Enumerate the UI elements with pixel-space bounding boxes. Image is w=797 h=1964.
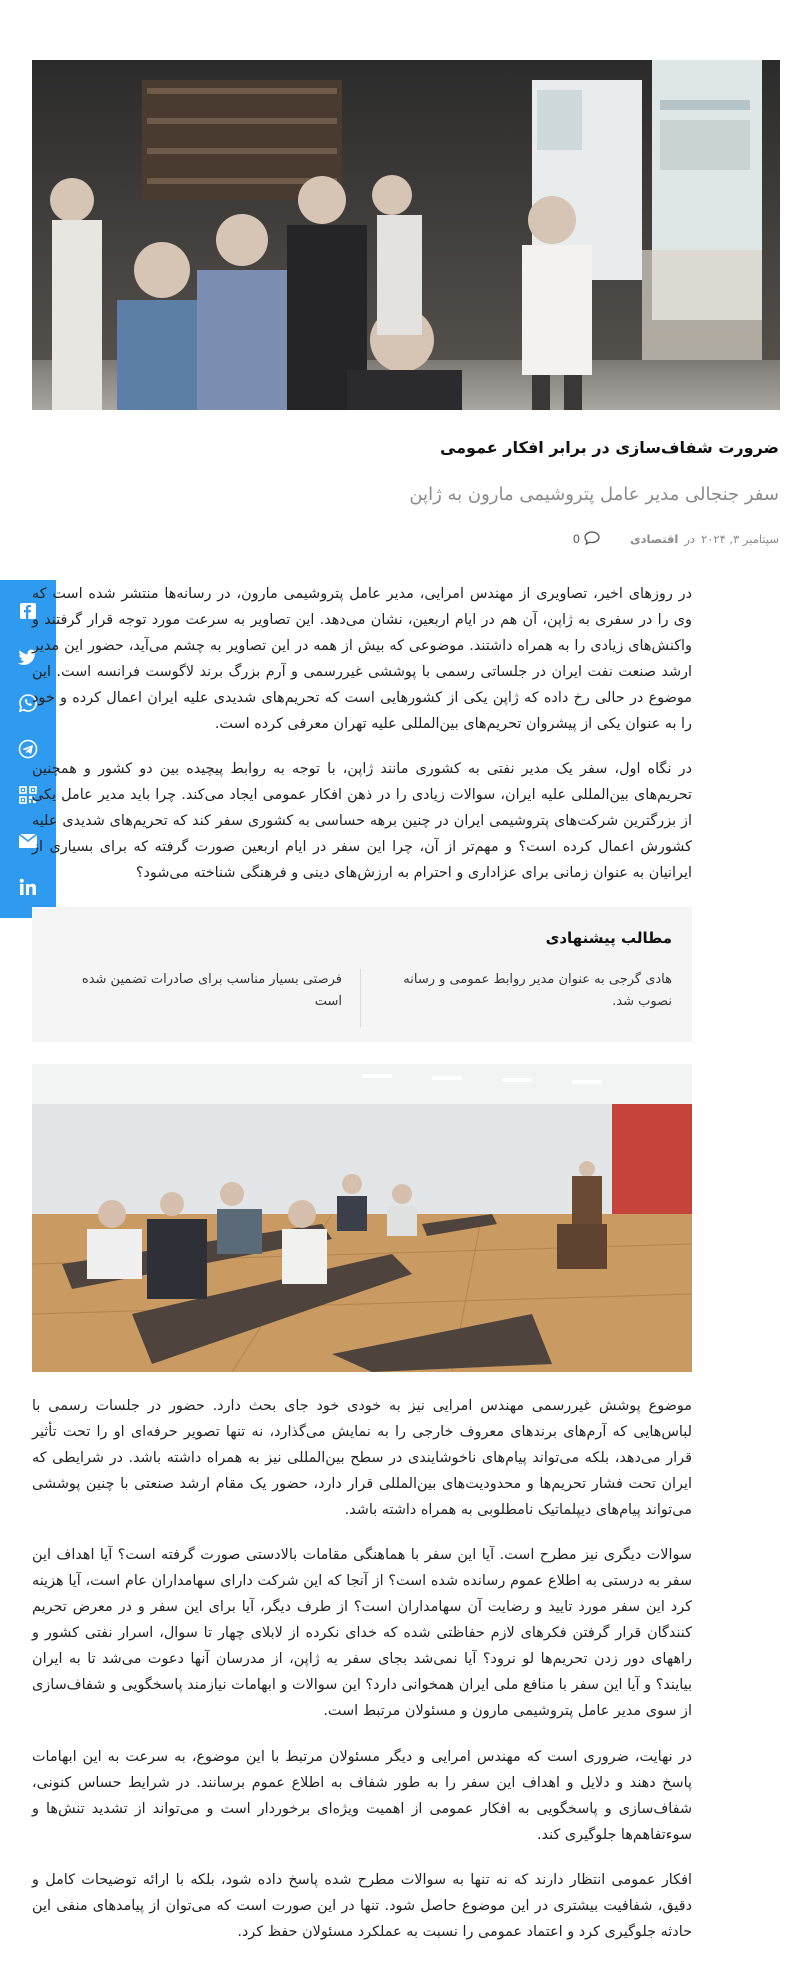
seminar-photo bbox=[32, 1064, 692, 1372]
category-link[interactable]: اقتصادی bbox=[630, 532, 679, 546]
comments-count: 0 bbox=[572, 532, 581, 546]
article-paragraph-6: افکار عمومی انتظار دارند که نه تنها به سوالات مطرح شده پاسخ داده شود، بلکه با ارائه توضیحات کامل و دقیق، شفافیت بیشتری در این موضوع حاصل شود. تنها در این صورت است که می‌توان از پیامدهای منفی این حادثه جلوگیری کرد و اعتماد عمومی را نسبت به عملکرد مسئولان حفظ کرد. bbox=[32, 1872, 692, 1940]
comment-icon bbox=[584, 531, 600, 548]
article-paragraph-5: در نهایت، ضروری است که مهندس امرایی و دیگر مسئولان مرتبط با این موضوع، به سرعت به این ابهامات پاسخ دهند و دلایل و اهداف این سفر را به طور شفاف به اطلاع عموم برسانند. در شرایط حساس کنونی، شفاف‌سازی و پاسخگویی به افکار عمومی از اهمیت ویژه‌ای برخوردار است و می‌تواند از تشدید تنش‌ها و سوءتفاهم‌ها جلوگیری کند. bbox=[32, 1749, 692, 1843]
article-paragraph-2: در نگاه اول، سفر یک مدیر نفتی به کشوری مانند ژاپن، با توجه به روابط پیچیده بین دو کشور و همچنین تحریم‌های بین‌المللی علیه ایران، سوالات زیادی را در ذهن افکار عمومی ایجاد می‌کند. چرا باید مدیر عامل یکی از بزرگترین شرکت‌های پتروشیمی ایران در چنین برهه حساسی به کشوری سفر کند که تحریم‌های شدیدی علیه کشورش اعمال کرده است؟ و مهم‌تر از آن، چرا این سفر در ایام اربعین صورت گرفته که برای بسیاری از ایرانیان به عنوان زمانی برای عزاداری و احترام به ارزش‌های دینی و فرهنگی شناخته می‌شود؟ bbox=[32, 761, 692, 881]
meta-in-word: در bbox=[684, 532, 696, 546]
recommended-item[interactable]: هادی گرجی به عنوان مدیر روابط عمومی و رسانه نصوب شد. bbox=[403, 972, 672, 1009]
article-paragraph-4: سوالات دیگری نیز مطرح است. آیا این سفر با هماهنگی مقامات بالادستی صورت گرفته است؟ آیا اهداف این سفر به درستی به اطلاع عموم رسانده شده است؟ از آنجا که این شرکت دارای سهامداران عام است، آیا هزینه کرد این سفر مورد تایید و رضایت آن سهامداران است؟ از طرف دیگر، آیا برای این سفر و در معرض تحریم کنندگان قرار گرفتن فکرهای لازم حفاظتی شده که خدای نکرده از لابلای چهار تا سوال، اسرار نفتی کشور و راههای دور زدن تحریم‌ها لو نرود؟ آیا نمی‌شد بجای سفر به ژاپن، از مدرسان آنها دعوت می‌شد تا به ایران بیایند؟ و آیا این سفر با منافع ملی ایران همخوانی دارد؟ این سوالات و ابهامات نیازمند پاسخگویی و شفاف‌سازی از سوی مدیر عامل پتروشیمی مارون و مسئولان مرتبط است. bbox=[32, 1547, 692, 1719]
recommended-item[interactable]: فرصتی بسیار مناسب برای صادرات تضمین شده است bbox=[81, 972, 342, 1009]
recommended-posts bbox=[32, 907, 692, 1042]
article-subtitle: سفر جنجالی مدیر عامل پتروشیمی مارون به ژاپن bbox=[409, 484, 779, 505]
recommended-heading: مطالب پیشنهادی bbox=[545, 929, 672, 947]
article-date: سپتامبر ۳, ۲۰۲۴ bbox=[701, 532, 779, 546]
article-meta bbox=[573, 528, 779, 550]
hero-image bbox=[32, 60, 780, 410]
recommended-divider bbox=[360, 969, 361, 1027]
article-paragraph-3: موضوع پوشش غیررسمی مهندس امرایی نیز به خودی خود جای بحث دارد. حضور در جلسات رسمی با لباس‌هایی که آرم‌های برندهای معروف خارجی را به نمایش می‌گذارد، نه تنها تصویر حرفه‌ای او را تحت تأثیر قرار می‌دهد، بلکه می‌تواند پیام‌های ناخوشایندی در سطح بین‌المللی نیز به همراه داشته باشد. در شرایطی که ایران تحت فشار تحریم‌ها و محدودیت‌های بین‌المللی قرار دارد، حضور یک مقام ارشد صنعتی با چنین پوششی می‌تواند پیام‌های دیپلماتیک نامطلوبی به همراه داشته باشد. bbox=[32, 1398, 692, 1518]
comments-link[interactable] bbox=[573, 531, 600, 548]
article-title: ضرورت شفاف‌سازی در برابر افکار عمومی bbox=[439, 438, 779, 457]
article-paragraph-1: در روزهای اخیر، تصاویری از مهندس امرایی، مدیر عامل پتروشیمی مارون، در رسانه‌ها منتشر شده است که وی را در سفری به ژاپن، آن هم در ایام اربعین، نشان می‌دهد. این تصاویر به سرعت مورد توجه قرار گرفتند و واکنش‌های زیادی را به همراه داشتند. موضوعی که بیش از همه در این تصاویر به چشم می‌آید، حضور این مدیر ارشد صنعت نفت ایران در جلساتی رسمی با پوششی غیررسمی و آرم بزرگ برند لاگوست فرانسه است. این موضوع در حالی رخ داده که ژاپن یکی از کشورهایی است که تحریم‌های شدیدی علیه ایران اعمال کرده و خود را به عنوان یکی از پیشروان تحریم‌های بین‌المللی علیه تهران معرفی کرده است. bbox=[32, 586, 692, 732]
